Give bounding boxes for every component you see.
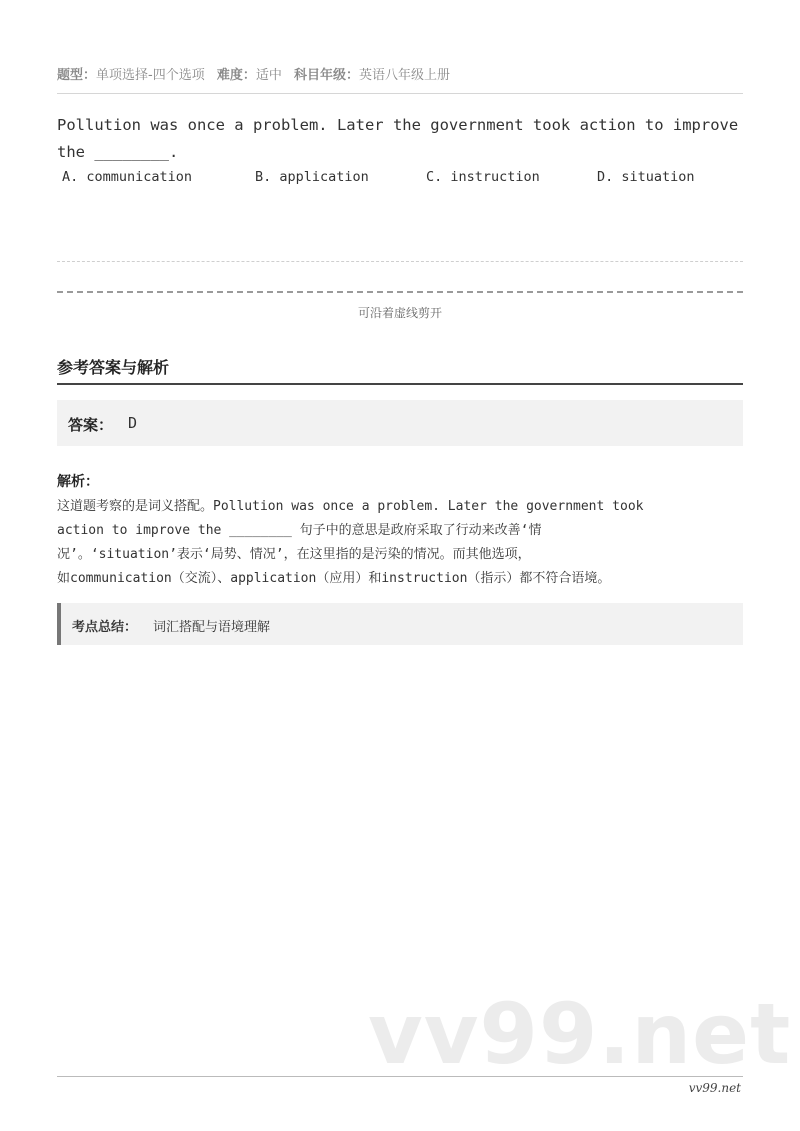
footer-divider (57, 1076, 743, 1077)
summary-label: 考点总结： (72, 620, 138, 635)
watermark: vv99.net (368, 985, 792, 1083)
section-divider (57, 383, 743, 385)
subject-label: 科目年级： (294, 68, 360, 83)
analysis-label: 解析： (57, 474, 99, 490)
analysis-line: 如communication（交流）、application（应用）和instruction（指示）都不符合语境。 (57, 571, 611, 586)
question-meta (57, 64, 743, 83)
footer-site: vv99.net (688, 1081, 741, 1095)
option-c: C. instruction (426, 169, 540, 185)
question-stem: Pollution was once a problem. Later the government took action to improve the ________. (57, 116, 739, 161)
analysis-line: 况’。‘situation’表示‘局势、情况’，在这里指的是污染的情况。而其他选项， (57, 547, 531, 562)
answer-label: 答案： (68, 416, 114, 434)
cut-dashed-line (57, 291, 743, 293)
analysis-line: 这道题考察的是词义搭配。Pollution was once a problem. Later the government took (57, 499, 644, 514)
difficulty-label: 难度： (216, 68, 256, 83)
option-a: A. communication (62, 169, 193, 185)
type-label: 题型： (57, 68, 97, 83)
subject-value: 英语八年级上册 (359, 68, 451, 83)
type-value: 单项选择-四个选项 (96, 68, 205, 83)
top-divider (57, 93, 743, 94)
summary-value: 词汇搭配与语境理解 (153, 620, 271, 635)
summary-box (57, 603, 743, 645)
cut-line-text: 可沿着虚线剪开 (357, 306, 442, 320)
option-d: D. situation (597, 169, 695, 185)
dashed-divider-light (57, 261, 743, 262)
analysis-line: action to improve the ________ 句子中的意思是政府采取了行动来改善‘情 (57, 523, 542, 538)
option-b: B. application (255, 169, 369, 185)
answer-value: D (128, 414, 138, 432)
answer-box (57, 400, 743, 446)
section-title: 参考答案与解析 (57, 358, 170, 377)
difficulty-value: 适中 (255, 68, 282, 83)
